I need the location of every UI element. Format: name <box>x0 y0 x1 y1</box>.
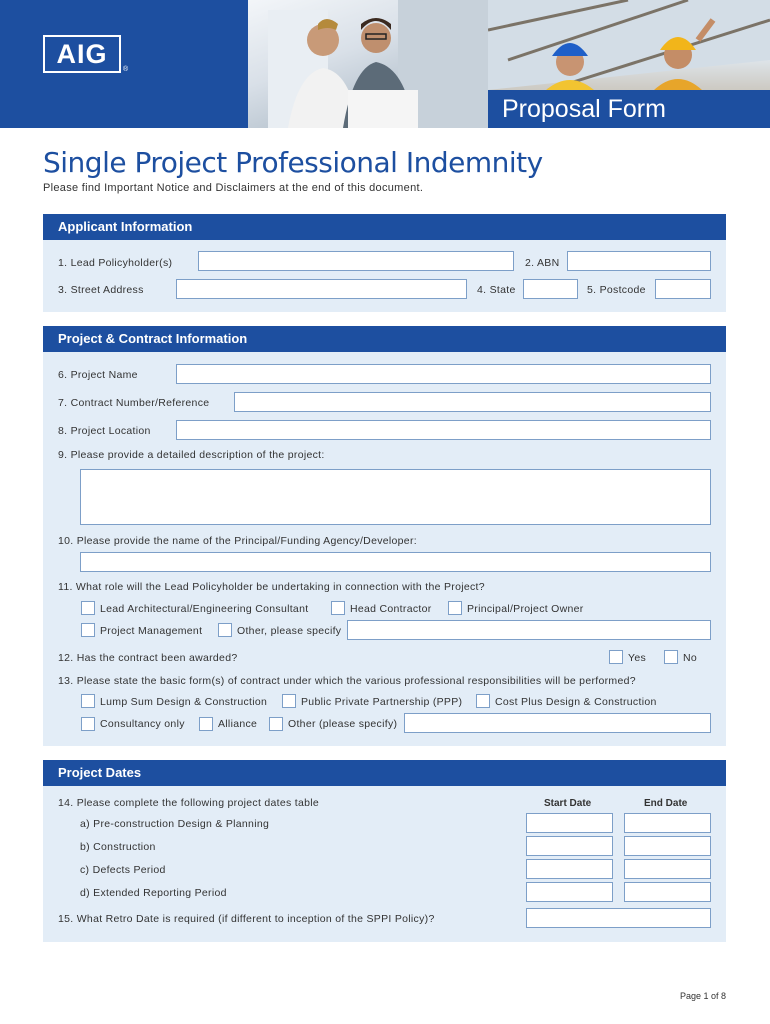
role-question-label: 11. What role will the Lead Policyholder be undertaking in connection with the Project? <box>58 581 485 593</box>
extended-reporting-start-field[interactable] <box>526 882 613 902</box>
proposal-form-banner: Proposal Form <box>488 90 770 128</box>
state-label: 4. State <box>477 284 516 296</box>
contract-number-label: 7. Contract Number/Reference <box>58 397 210 409</box>
project-heading: Project & Contract Information <box>43 326 726 352</box>
role-principal-owner-label: Principal/Project Owner <box>467 603 584 615</box>
retro-date-field[interactable] <box>526 908 711 928</box>
contract-number-field[interactable] <box>234 392 711 412</box>
defects-start-field[interactable] <box>526 859 613 879</box>
lead-policyholder-field[interactable] <box>198 251 514 271</box>
form-cost-plus-checkbox[interactable] <box>476 694 490 708</box>
contract-awarded-label: 12. Has the contract been awarded? <box>58 652 238 664</box>
date-row-label: d) Extended Reporting Period <box>80 887 227 899</box>
preconstruction-end-field[interactable] <box>624 813 711 833</box>
form-ppp-checkbox[interactable] <box>282 694 296 708</box>
role-head-contractor-label: Head Contractor <box>350 603 432 615</box>
role-project-management-label: Project Management <box>100 625 203 637</box>
office-people-illustration <box>248 0 488 128</box>
aig-logo: AIG <box>43 35 121 73</box>
contract-awarded-no-checkbox[interactable] <box>664 650 678 664</box>
date-row-label: a) Pre-construction Design & Planning <box>80 818 270 830</box>
construction-start-field[interactable] <box>526 836 613 856</box>
lead-policyholder-label: 1. Lead Policyholder(s) <box>58 257 173 269</box>
preconstruction-start-field[interactable] <box>526 813 613 833</box>
project-location-label: 8. Project Location <box>58 425 151 437</box>
start-date-header: Start Date <box>544 798 592 809</box>
role-head-contractor-checkbox[interactable] <box>331 601 345 615</box>
project-description-label: 9. Please provide a detailed description of the project: <box>58 449 325 461</box>
registered-mark: ® <box>123 66 129 73</box>
construction-end-field[interactable] <box>624 836 711 856</box>
abn-field[interactable] <box>567 251 711 271</box>
form-other-label: Other (please specify) <box>288 718 398 730</box>
date-row-label: b) Construction <box>80 841 156 853</box>
contract-form-label: 13. Please state the basic form(s) of contract under which the various professional responsibilities will be performed? <box>58 675 636 687</box>
state-field[interactable] <box>523 279 578 299</box>
dates-table-label: 14. Please complete the following project dates table <box>58 797 320 809</box>
form-other-field[interactable] <box>404 713 711 733</box>
defects-end-field[interactable] <box>624 859 711 879</box>
postcode-field[interactable] <box>655 279 711 299</box>
project-description-field[interactable] <box>80 469 711 525</box>
header-photo-office <box>248 0 488 128</box>
form-consultancy-label: Consultancy only <box>100 718 185 730</box>
role-other-label: Other, please specify <box>237 625 342 637</box>
form-lump-sum-checkbox[interactable] <box>81 694 95 708</box>
form-ppp-label: Public Private Partnership (PPP) <box>301 696 463 708</box>
abn-label: 2. ABN <box>525 257 560 269</box>
page-number: Page 1 of 8 <box>679 991 726 1001</box>
project-name-label: 6. Project Name <box>58 369 138 381</box>
street-address-field[interactable] <box>176 279 467 299</box>
role-other-field[interactable] <box>347 620 711 640</box>
postcode-label: 5. Postcode <box>587 284 646 296</box>
dates-heading: Project Dates <box>43 760 726 786</box>
contract-awarded-yes-checkbox[interactable] <box>609 650 623 664</box>
street-address-label: 3. Street Address <box>58 284 144 296</box>
role-project-management-checkbox[interactable] <box>81 623 95 637</box>
project-name-field[interactable] <box>176 364 711 384</box>
role-principal-owner-checkbox[interactable] <box>448 601 462 615</box>
form-cost-plus-label: Cost Plus Design & Construction <box>495 696 657 708</box>
form-other-checkbox[interactable] <box>269 717 283 731</box>
principal-name-label: 10. Please provide the name of the Principal/Funding Agency/Developer: <box>58 535 417 547</box>
document-title: Single Project Professional Indemnity <box>43 146 543 179</box>
end-date-header: End Date <box>644 798 688 809</box>
contract-awarded-yes-label: Yes <box>628 652 647 664</box>
applicant-heading: Applicant Information <box>43 214 726 240</box>
form-alliance-label: Alliance <box>218 718 258 730</box>
document-subtitle: Please find Important Notice and Disclaimers at the end of this document. <box>43 182 424 194</box>
header-brand-panel <box>0 0 248 128</box>
form-lump-sum-label: Lump Sum Design & Construction <box>100 696 268 708</box>
contract-awarded-no-label: No <box>683 652 698 664</box>
form-consultancy-checkbox[interactable] <box>81 717 95 731</box>
role-lead-consultant-checkbox[interactable] <box>81 601 95 615</box>
date-row-label: c) Defects Period <box>80 864 166 876</box>
form-alliance-checkbox[interactable] <box>199 717 213 731</box>
extended-reporting-end-field[interactable] <box>624 882 711 902</box>
role-lead-consultant-label: Lead Architectural/Engineering Consultant <box>100 603 309 615</box>
project-location-field[interactable] <box>176 420 711 440</box>
principal-name-field[interactable] <box>80 552 711 572</box>
role-other-checkbox[interactable] <box>218 623 232 637</box>
retro-date-label: 15. What Retro Date is required (if different to inception of the SPPI Policy)? <box>58 913 435 925</box>
